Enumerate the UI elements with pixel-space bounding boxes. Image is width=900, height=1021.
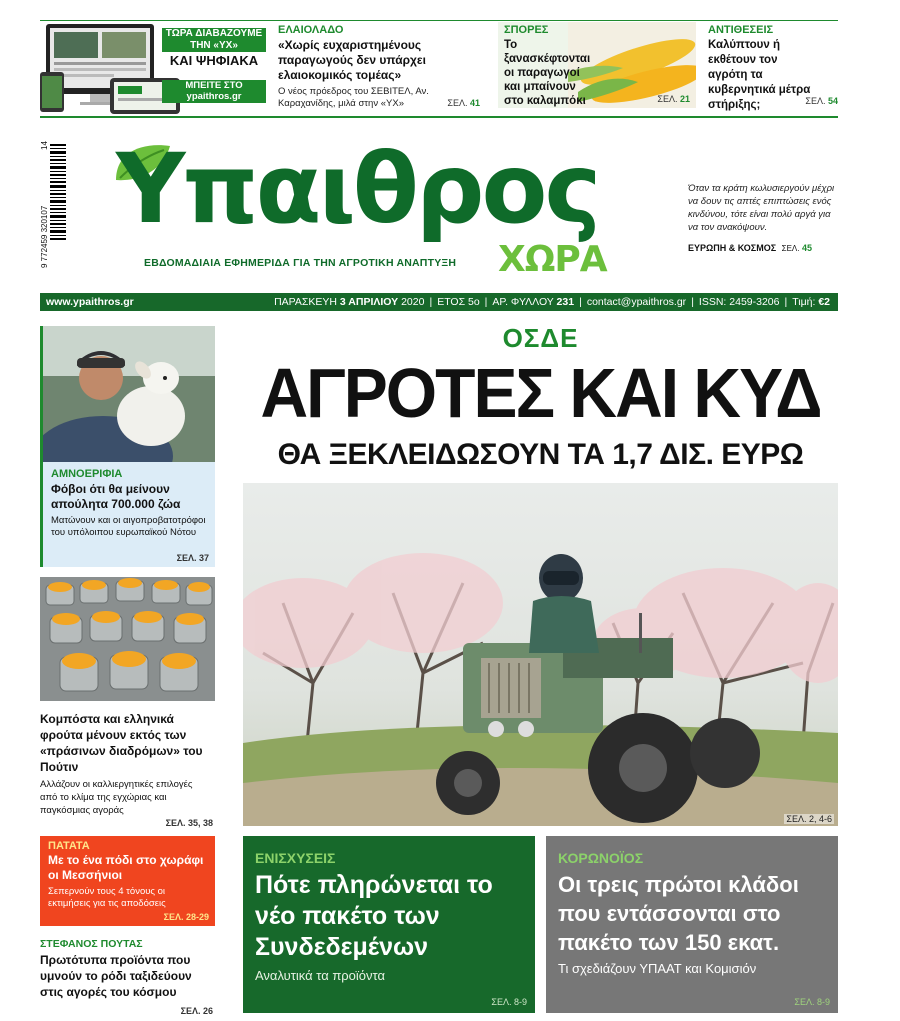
- top-rule: [40, 20, 838, 21]
- quote-page-prefix: ΣΕΛ.: [781, 244, 800, 253]
- sidebar-text: [40, 938, 212, 1000]
- date: 3 ΑΠΡΙΛΙΟΥ: [339, 296, 399, 308]
- teaser-label: ΣΠΟΡΕΣ: [504, 24, 549, 36]
- promo-line2: ΤΗΝ «ΥΧ»: [162, 40, 266, 52]
- main-subhead: ΘΑ ΞΕΚΛΕΙΔΩΣΟΥΝ ΤΑ 1,7 ΔΙΣ. ΕΥΡΩ: [277, 438, 804, 471]
- sidebar-story-sheep[interactable]: [40, 326, 215, 567]
- bottom-subtitle: Αναλυτικά τα προϊόντα: [255, 968, 385, 983]
- teaser-label: ΕΛΑΙΟΛΑΔΟ: [278, 24, 344, 36]
- sidebar-page: ΣΕΛ. 26: [180, 1006, 213, 1016]
- teaser-seeds[interactable]: [498, 22, 696, 108]
- bottom-page: ΣΕΛ. 8-9: [794, 997, 830, 1007]
- logo-sub: ΧΩΡΑ: [498, 239, 607, 280]
- teaser-title: Καλύπτουν ή εκθέτουν τον αγρότη τα κυβερνητικά μέτρα στήριξης;: [708, 39, 811, 111]
- sheet: [492, 296, 574, 308]
- sidebar-subtitle: Αλλάζουν οι καλλιεργητικές επιλογές από το κλίμα της εγχώριας και παγκόσμιας αγοράς: [40, 779, 193, 816]
- issue-year: ΕΤΟΣ 5ο: [437, 296, 480, 308]
- sidebar-page: ΣΕΛ. 28-29: [163, 912, 209, 922]
- teaser-title: «Χωρίς ευχαριστημένους παραγωγούς δεν υπάρχει ελαιοκομικός τομέας»: [278, 38, 426, 82]
- sheet-label: ΑΡ. ΦΥΛΛΟΥ: [492, 296, 554, 308]
- shepherd-photo: [43, 326, 215, 462]
- teaser-page: [805, 96, 838, 106]
- promo-line1: ΤΩΡΑ ΔΙΑΒΑΖΟΥΜΕ: [162, 28, 266, 40]
- teaser-text: [504, 24, 596, 108]
- teaser-page: [657, 94, 690, 104]
- photo-pages: ΣΕΛ. 2, 4-6: [786, 814, 832, 824]
- teaser-page: [447, 98, 480, 108]
- quote-text: Όταν τα κράτη κωλυσιεργούν μέχρι να δουν τις απτές επιπτώσεις ενός κινδύνου, τότε είναι πολύ αργά για να τον ανακόψουν.: [688, 183, 835, 233]
- sidebar-title: Κομπόστα και ελληνικά φρούτα μένουν εκτός των «πράσινων διαδρόμων» του Πούτιν: [40, 712, 203, 774]
- teaser-controversy[interactable]: [708, 24, 838, 112]
- sidebar-title: Με το ένα πόδι στο χωράφι οι Μεσσήνιοι: [48, 853, 204, 882]
- main-kicker: ΟΣΔΕ: [502, 323, 579, 353]
- sidebar-label: ΑΜΝΟΕΡΙΦΙΑ: [51, 468, 123, 480]
- sidebar-title: Φόβοι ότι θα μείνουν απούλητα 700.000 ζώα: [51, 482, 181, 511]
- sidebar-text: [51, 468, 211, 539]
- sidebar-page: ΣΕΛ. 35, 38: [165, 818, 213, 828]
- barcode-bars: [50, 144, 66, 242]
- bottom-story-coronavirus[interactable]: [546, 836, 838, 1013]
- price: [792, 296, 830, 308]
- teaser-subtitle: Ο νέος πρόεδρος του ΣΕΒΙΤΕΛ, Αν. Καραχανίδης, μιλά στην «ΥΧ»: [278, 86, 429, 109]
- barcode-number: 9 772459 320107: [40, 205, 49, 268]
- price-label: Τιμή:: [792, 296, 816, 308]
- sidebar-text: [48, 840, 210, 910]
- bottom-page: ΣΕΛ. 8-9: [491, 997, 527, 1007]
- sidebar-subtitle: Ματώνουν και οι αιγοπροβατοτρόφοι του υπόλοιπου ευρωπαϊκού Νότου: [51, 515, 206, 538]
- promo-line3: ΚΑΙ ΨΗΦΙΑΚΑ: [169, 53, 259, 68]
- main-photo[interactable]: [243, 483, 838, 826]
- page-number: 41: [469, 98, 480, 108]
- price-value: €2: [818, 296, 830, 308]
- sep: |: [484, 296, 488, 308]
- sidebar-title: Πρωτότυπα προϊόντα που υμνούν το ρόδι ταξιδεύουν στις αγορές του κόσμου: [40, 953, 192, 999]
- logo-tagline: ΕΒΔΟΜΑΔΙΑΙΑ ΕΦΗΜΕΡΙΔΑ ΓΙΑ ΤΗΝ ΑΓΡΟΤΙΚΗ ΑΝΑΠΤΥΞΗ: [144, 257, 457, 269]
- top-bottom-rule: [40, 116, 838, 118]
- info-bar: [40, 293, 838, 311]
- sidebar-label: ΣΤΕΦΑΝΟΣ ΠΟΥΤΑΣ: [40, 938, 143, 950]
- promo-line4: ΜΠΕΙΤΕ ΣΤΟ: [162, 80, 266, 91]
- email-link[interactable]: contact@ypaithros.gr: [586, 296, 687, 308]
- sheet-number: 231: [556, 296, 575, 308]
- bottom-subtitle: Τι σχεδιάζουν ΥΠΑΑΤ και Κομισιόν: [558, 961, 757, 976]
- page-number: 21: [679, 94, 690, 104]
- bottom-story-subsidies[interactable]: [243, 836, 535, 1013]
- sidebar-text: [40, 711, 212, 817]
- page-prefix: ΣΕΛ.: [447, 98, 468, 108]
- barcode: [40, 140, 70, 270]
- digital-promo[interactable]: [40, 22, 270, 114]
- date-prefix: ΠΑΡΑΣΚΕΥΗ: [274, 296, 337, 308]
- page-number: 54: [827, 96, 838, 106]
- sidebar-page: ΣΕΛ. 37: [176, 553, 209, 563]
- year: 2020: [401, 296, 425, 308]
- bar-date: [274, 296, 424, 308]
- sidebar-subtitle: Σεπερνούν τους 4 τόνους οι εκτιμήσεις για τις αποδόσεις: [48, 886, 166, 909]
- devices-illustration: [40, 22, 180, 114]
- promo-line5[interactable]: ypaithros.gr: [162, 91, 266, 103]
- sep: |: [429, 296, 433, 308]
- teaser-title: Το ξανασκέφτονται οι παραγωγοί και μπαίνουν στο καλαμπόκι: [504, 39, 591, 107]
- teaser-label: ΑΝΤΙΘΕΣΕΙΣ: [708, 24, 774, 36]
- sidebar-story-compote[interactable]: [40, 577, 215, 828]
- bottom-title: Πότε πληρώνεται το νέο πακέτο των Συνδεδεμένων: [255, 871, 493, 961]
- masthead-logo[interactable]: [108, 133, 668, 290]
- sep: |: [784, 296, 788, 308]
- sep: |: [579, 296, 582, 308]
- promo-text: [162, 28, 266, 103]
- teaser-olive-oil[interactable]: [278, 24, 488, 112]
- sep: |: [691, 296, 694, 308]
- bottom-title: Οι τρεις πρώτοι κλάδοι που εντάσσονται στο πακέτο των 150 εκατ.: [558, 872, 799, 955]
- quote-page: 45: [802, 243, 813, 253]
- quote-ref: [688, 243, 838, 253]
- issn: ISSN: 2459-3206: [698, 296, 780, 308]
- masthead-quote[interactable]: [688, 182, 838, 253]
- site-link[interactable]: www.ypaithros.gr: [46, 296, 134, 308]
- main-headline[interactable]: ΑΓΡΟΤΕΣ ΚΑΙ ΚΥΔ: [260, 354, 821, 432]
- barcode-issue: 14: [40, 141, 49, 150]
- sidebar-label: ΠΑΤΑΤΑ: [48, 840, 90, 852]
- sidebar-story-pomegranate[interactable]: [40, 936, 215, 1016]
- logo-text: Υπαιθρος: [116, 133, 599, 245]
- tractor-orchard-photo: [243, 483, 838, 826]
- page-prefix: ΣΕΛ.: [805, 96, 826, 106]
- cans-photo: [40, 577, 215, 701]
- quote-section: ΕΥΡΩΠΗ & ΚΟΣΜΟΣ: [688, 243, 777, 253]
- sidebar-story-potato[interactable]: [40, 836, 215, 926]
- bottom-label: ΕΝΙΣΧΥΣΕΙΣ: [255, 850, 336, 866]
- page-prefix: ΣΕΛ.: [657, 94, 678, 104]
- bottom-label: ΚΟΡΩΝΟΪΟΣ: [558, 850, 644, 866]
